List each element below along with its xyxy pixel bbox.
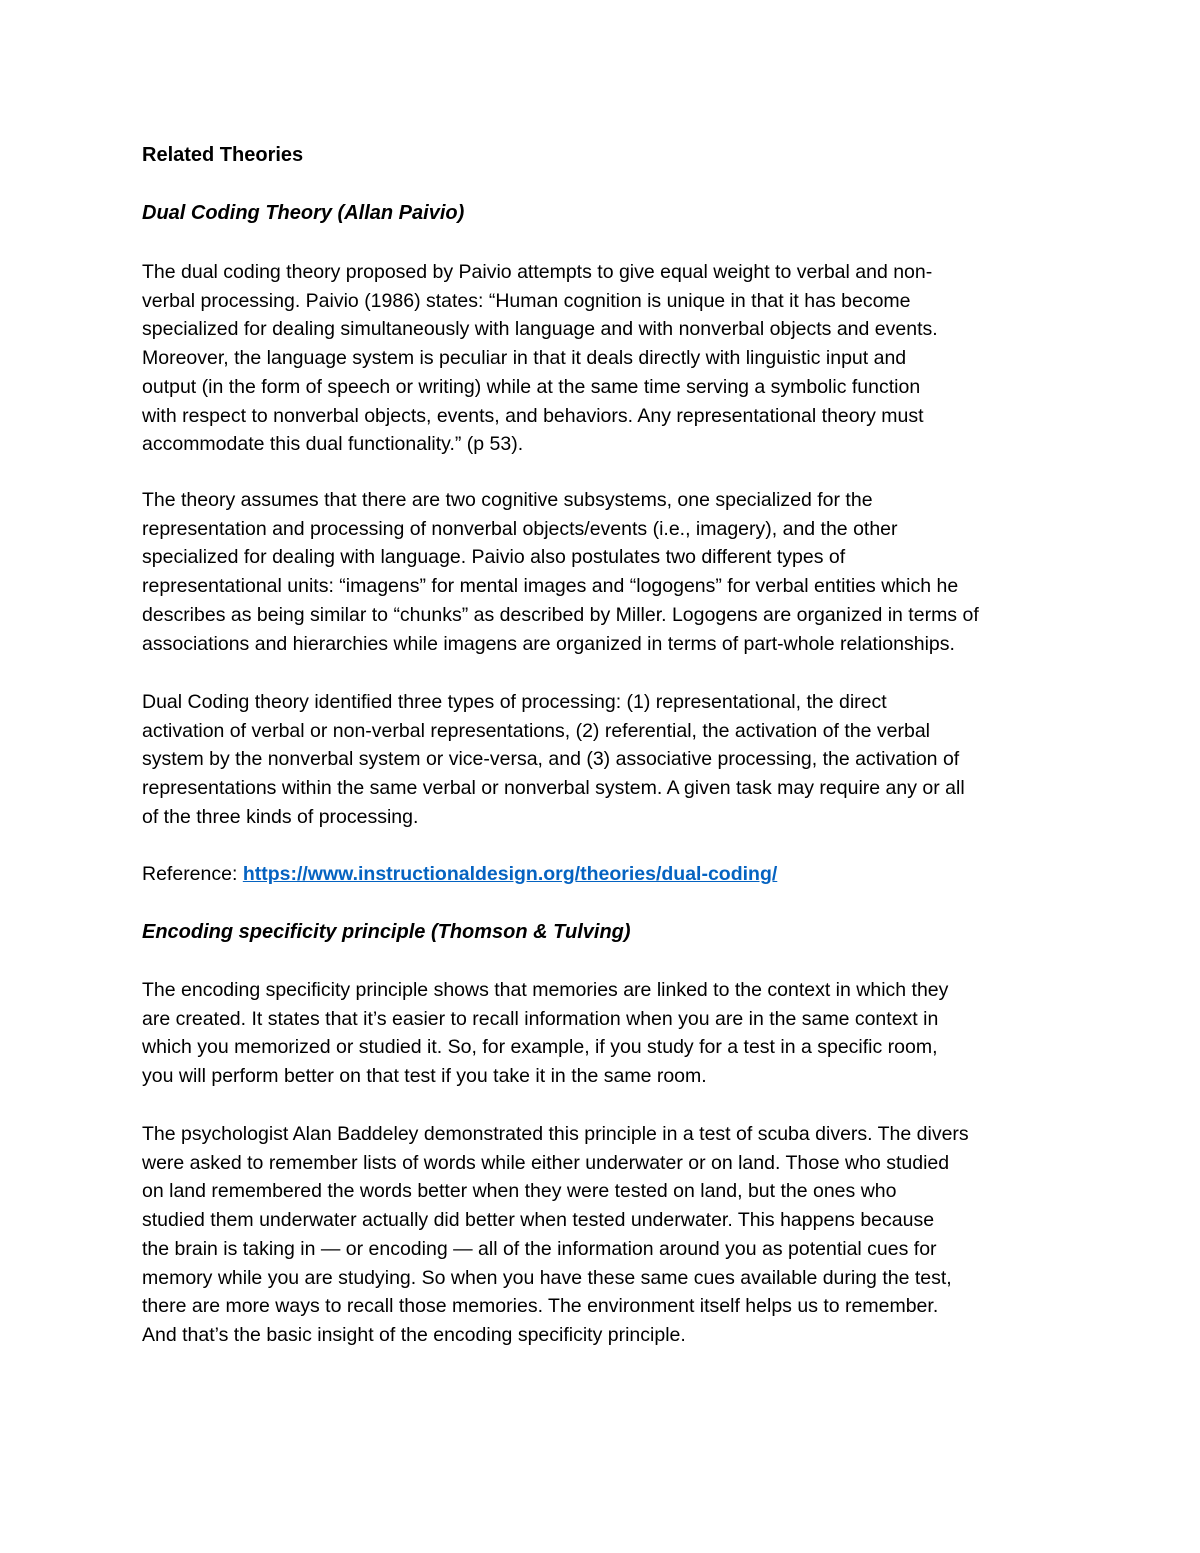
paragraph-subsystems <box>142 486 1067 658</box>
paragraph-line: there are more ways to recall those memories. The environment itself helps us to remember. <box>142 1295 939 1318</box>
paragraph-line: the brain is taking in — or encoding — all of the information around you as potential cues for <box>142 1237 937 1260</box>
paragraph-encoding-intro <box>142 976 1067 1091</box>
paragraph-line: you will perform better on that test if you take it in the same room. <box>142 1065 707 1088</box>
reference-link[interactable]: https://www.instructionaldesign.org/theories/dual-coding/ <box>242 863 778 885</box>
paragraph-line: associations and hierarchies while imagens are organized in terms of part-whole relationships. <box>142 632 955 655</box>
paragraph-line: verbal processing. Paivio (1986) states: “Human cognition is unique in that it has become <box>142 289 911 312</box>
paragraph-line: representational units: “imagens” for mental images and “logogens” for verbal entities which he <box>142 575 959 598</box>
paragraph-line: which you memorized or studied it. So, for example, if you study for a test in a specific room, <box>142 1036 938 1059</box>
paragraph-line: The psychologist Alan Baddeley demonstrated this principle in a test of scuba divers. The divers <box>142 1123 969 1145</box>
section-heading-encoding-specificity: Encoding specificity principle (Thomson & Tulving) <box>142 921 631 943</box>
paragraph-baddeley-study <box>142 1120 1067 1350</box>
paragraph-line: Dual Coding theory identified three types of processing: (1) representational, the direct <box>142 691 887 713</box>
paragraph-line: describes as being similar to “chunks” as described by Miller. Logogens are organized in terms of <box>142 603 979 626</box>
paragraph-line: The dual coding theory proposed by Paivio attempts to give equal weight to verbal and non- <box>142 261 933 283</box>
paragraph-line: system by the nonverbal system or vice-versa, and (3) associative processing, the activation of <box>142 748 960 771</box>
paragraph-line: Moreover, the language system is peculiar in that it deals directly with linguistic input and <box>142 347 907 370</box>
paragraph-line: with respect to nonverbal objects, events, and behaviors. Any representational theory must <box>142 404 924 427</box>
paragraph-line: memory while you are studying. So when you have these same cues available during the test, <box>142 1266 952 1289</box>
section-heading-dual-coding: Dual Coding Theory (Allan Paivio) <box>142 202 465 224</box>
paragraph-line: representation and processing of nonverbal objects/events (i.e., imagery), and the other <box>142 517 898 540</box>
page-title: Related Theories <box>142 144 304 166</box>
paragraph-line: were asked to remember lists of words while either underwater or on land. Those who studied <box>142 1151 950 1174</box>
paragraph-line: are created. It states that it’s easier to recall information when you are in the same context in <box>142 1007 939 1030</box>
paragraph-line: studied them underwater actually did better when tested underwater. This happens because <box>142 1209 935 1232</box>
paragraph-line: specialized for dealing with language. Paivio also postulates two different types of <box>142 546 846 569</box>
reference-label: Reference: <box>142 863 243 885</box>
paragraph-line: specialized for dealing simultaneously with language and with nonverbal objects and events. <box>142 318 938 341</box>
paragraph-processing-types <box>142 688 1067 832</box>
paragraph-line: output (in the form of speech or writing) while at the same time serving a symbolic function <box>142 375 921 398</box>
paragraph-line: representations within the same verbal or nonverbal system. A given task may require any or all <box>142 777 965 800</box>
paragraph-dual-coding-intro <box>142 258 1067 459</box>
paragraph-line: And that’s the basic insight of the encoding specificity principle. <box>142 1323 686 1346</box>
reference-line <box>142 860 777 888</box>
paragraph-line: of the three kinds of processing. <box>142 805 419 828</box>
paragraph-line: activation of verbal or non-verbal representations, (2) referential, the activation of the verbal <box>142 719 931 742</box>
paragraph-line: on land remembered the words better when they were tested on land, but the ones who <box>142 1180 897 1203</box>
paragraph-line: The encoding specificity principle shows that memories are linked to the context in which they <box>142 979 949 1001</box>
paragraph-line: accommodate this dual functionality.” (p 53). <box>142 433 524 456</box>
paragraph-line: The theory assumes that there are two cognitive subsystems, one specialized for the <box>142 489 873 511</box>
